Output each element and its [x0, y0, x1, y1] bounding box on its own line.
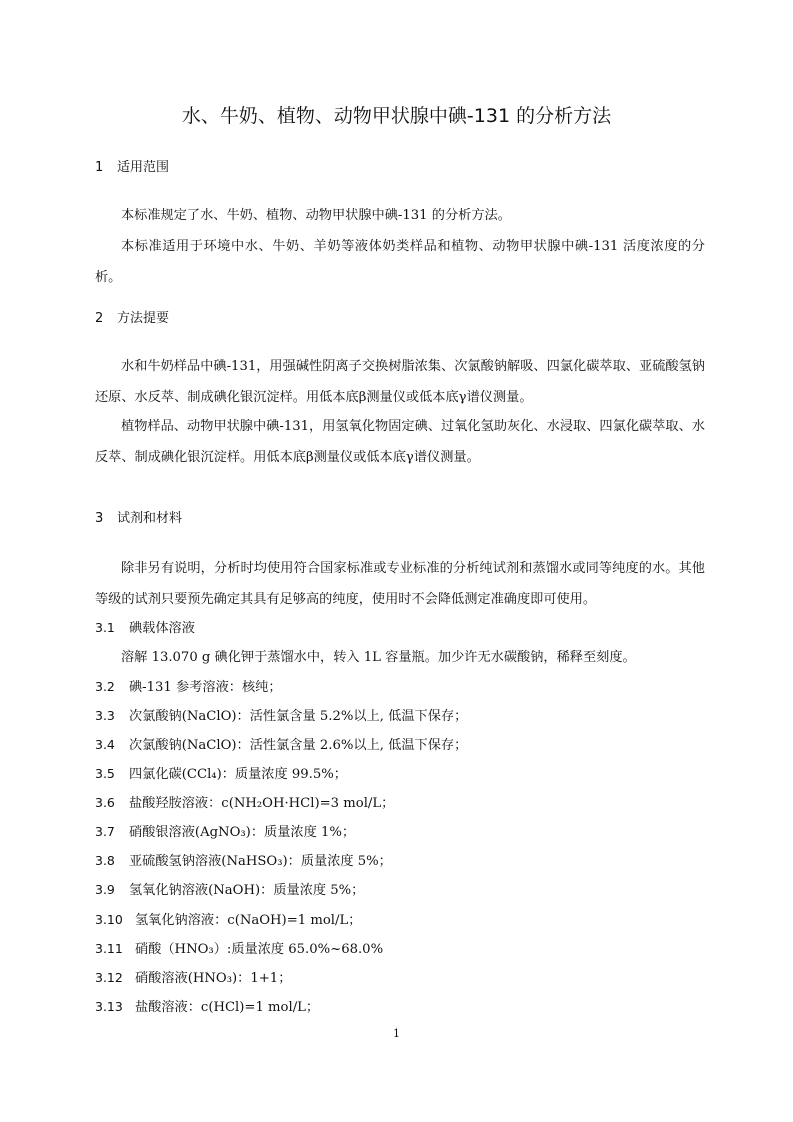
list-item [95, 618, 715, 639]
item-text: 硝酸（HNO₃）:质量浓度 65.0%~68.0% [135, 942, 384, 957]
list-item [95, 735, 715, 756]
item-number: 3.9 [95, 882, 115, 897]
item-number: 3.2 [95, 679, 115, 694]
list-item [95, 880, 715, 901]
section-number: 2 [95, 311, 104, 326]
item-text: 氢氧化钠溶液：c(NaOH)=1 mol/L； [135, 913, 362, 928]
item-number: 3.3 [95, 708, 115, 723]
list-item [95, 764, 715, 785]
paragraph: 本标准适用于环境中水、牛奶、羊奶等液体奶类样品和植物、动物甲状腺中碘-131 活度浓度的分析。 [95, 239, 705, 285]
item-text: 盐酸溶液：c(HCl)=1 mol/L； [135, 1000, 320, 1015]
item-number: 3.7 [95, 824, 115, 839]
item-number: 3.5 [95, 766, 115, 781]
list-item [95, 793, 715, 814]
item-number: 3.10 [95, 912, 123, 927]
paragraph: 水和牛奶样品中碘-131，用强碱性阴离子交换树脂浓集、次氯酸钠解吸、四氯化碳萃取、亚硫酸氢钠还原、水反萃、制成碘化银沉淀样。用低本底β测量仪或低本底γ谱仪测量。 [95, 359, 705, 405]
item-text: 亚硫酸氢钠溶液(NaHSO₃)：质量浓度 5%； [129, 854, 392, 869]
item-text: 盐酸羟胺溶液：c(NH₂OH·HCl)=3 mol/L； [129, 796, 395, 811]
page-number: 1 [393, 1027, 400, 1040]
list-item [95, 968, 715, 989]
item-number: 3.12 [95, 970, 123, 985]
list-item [95, 939, 715, 960]
document-title: 水、牛奶、植物、动物甲状腺中碘-131 的分析方法 [181, 105, 612, 127]
list-item [95, 851, 715, 872]
paragraph: 植物样品、动物甲状腺中碘-131，用氢氧化物固定碘、过氧化氢助灰化、水浸取、四氯化碳萃取、水反萃、制成碘化银沉淀样。用低本底β测量仪或低本底γ谱仪测量。 [95, 419, 705, 465]
item-text: 硝酸溶液(HNO₃)：1+1； [135, 971, 292, 986]
item-text: 四氯化碳(CCl₄)：质量浓度 99.5%； [129, 767, 347, 782]
paragraph: 本标准规定了水、牛奶、植物、动物甲状腺中碘-131 的分析方法。 [121, 208, 511, 223]
item-number: 3.6 [95, 795, 115, 810]
item-number: 3.8 [95, 853, 115, 868]
item-text: 氢氧化钠溶液(NaOH)：质量浓度 5%； [129, 883, 365, 898]
item-text: 次氯酸钠(NaClO)：活性氯含量 2.6%以上, 低温下保存； [129, 738, 468, 753]
section-heading-2 [95, 309, 169, 329]
item-number: 3.11 [95, 941, 123, 956]
section-title: 适用范围 [117, 160, 170, 175]
section-heading-1 [95, 158, 169, 178]
item-description: 溶解 13.070 g 碘化钾于蒸馏水中，转入 1L 容量瓶。加少许无水碳酸钠，稀释至刻度。 [121, 650, 636, 665]
item-text: 次氯酸钠(NaClO)：活性氯含量 5.2%以上, 低温下保存； [129, 709, 468, 724]
list-item [95, 910, 715, 931]
item-text: 硝酸银溶液(AgNO₃)：质量浓度 1%； [129, 825, 356, 840]
item-text: 碘载体溶液 [129, 621, 195, 636]
section-number: 3 [95, 511, 104, 526]
list-item [95, 706, 715, 727]
list-item [95, 997, 715, 1018]
list-item [95, 677, 715, 698]
section-number: 1 [95, 160, 104, 175]
section-title: 方法提要 [117, 311, 170, 326]
paragraph: 除非另有说明，分析时均使用符合国家标准或专业标准的分析纯试剂和蒸馏水或同等纯度的水。其他等级的试剂只要预先确定其具有足够高的纯度，使用时不会降低测定准确度即可使用。 [95, 561, 705, 607]
item-number: 3.13 [95, 999, 123, 1014]
item-number: 3.4 [95, 737, 115, 752]
list-item [95, 822, 715, 843]
item-number: 3.1 [95, 620, 115, 635]
section-heading-3 [95, 509, 182, 529]
item-text: 碘-131 参考溶液：核纯； [129, 680, 282, 695]
section-title: 试剂和材料 [117, 511, 183, 526]
